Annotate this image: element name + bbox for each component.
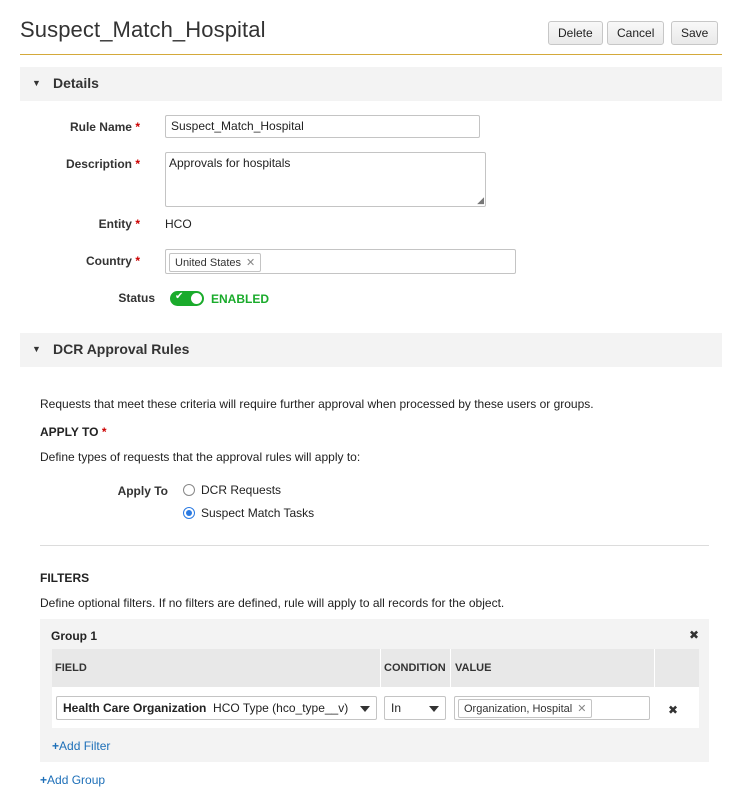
x-icon[interactable]: ✕ bbox=[577, 703, 587, 715]
remove-filter-x-icon[interactable]: ✖ bbox=[668, 703, 679, 717]
toggle-knob bbox=[191, 293, 202, 304]
radio-suspect-match-tasks-label[interactable]: Suspect Match Tasks bbox=[201, 506, 315, 520]
radio-dcr-requests-label[interactable]: DCR Requests bbox=[201, 483, 282, 497]
filter-table-header bbox=[52, 649, 699, 687]
x-icon[interactable]: ✕ bbox=[246, 257, 256, 269]
field-name: HCO Type (hco_type__v) bbox=[213, 701, 349, 715]
filters-description: Define optional filters. If no filters are defined, rule will apply to all records for the object. bbox=[40, 596, 505, 610]
apply-to-description: Define types of requests that the approval rules will apply to: bbox=[40, 450, 361, 464]
apply-to-label: Apply To bbox=[117, 484, 168, 498]
column-header-value: VALUE bbox=[455, 662, 492, 674]
field-object: Health Care Organization bbox=[63, 701, 207, 715]
entity-value: HCO bbox=[165, 217, 192, 231]
description-textarea[interactable] bbox=[165, 152, 486, 207]
condition-value: In bbox=[391, 701, 402, 715]
field-select[interactable] bbox=[56, 696, 377, 720]
radio-suspect-match-tasks[interactable] bbox=[183, 507, 195, 519]
radio-dcr-requests[interactable] bbox=[183, 484, 195, 496]
status-toggle[interactable] bbox=[170, 291, 204, 306]
remove-group-x-icon[interactable]: ✖ bbox=[689, 628, 700, 642]
column-header-field: FIELD bbox=[55, 662, 87, 674]
caret-down-icon: ▼ bbox=[32, 344, 41, 354]
value-multiselect[interactable] bbox=[454, 696, 650, 720]
title-divider bbox=[20, 54, 722, 55]
status-value: ENABLED bbox=[211, 292, 270, 306]
save-button[interactable]: Save bbox=[671, 21, 718, 45]
group-title: Group 1 bbox=[51, 629, 98, 643]
add-filter-link[interactable]: +Add Filter bbox=[52, 739, 111, 753]
dcr-section-header[interactable] bbox=[20, 333, 722, 367]
plus-icon: + bbox=[52, 739, 60, 753]
status-label: Status bbox=[118, 291, 155, 305]
check-icon: ✔ bbox=[175, 291, 184, 302]
dcr-section-title: DCR Approval Rules bbox=[53, 341, 190, 357]
cancel-button[interactable]: Cancel bbox=[607, 21, 664, 45]
dcr-intro-text: Requests that meet these criteria will require further approval when processed by these users or groups. bbox=[40, 397, 594, 411]
value-chip bbox=[458, 699, 592, 718]
details-section-header[interactable] bbox=[20, 67, 722, 101]
country-chip-label: United States bbox=[175, 257, 242, 269]
value-chip-label: Organization, Hospital bbox=[464, 703, 573, 715]
rule-name-input[interactable]: Suspect_Match_Hospital bbox=[165, 115, 480, 138]
description-value: Approvals for hospitals bbox=[169, 156, 291, 170]
description-label: Description * bbox=[65, 157, 140, 171]
add-group-link[interactable]: +Add Group bbox=[40, 773, 106, 787]
column-separator bbox=[380, 649, 381, 687]
column-separator bbox=[654, 649, 655, 687]
delete-button[interactable]: Delete bbox=[548, 21, 603, 45]
column-header-condition: CONDITION bbox=[384, 662, 446, 674]
country-multiselect[interactable] bbox=[165, 249, 516, 274]
resize-handle-icon[interactable]: ◢ bbox=[477, 195, 484, 205]
column-separator bbox=[450, 649, 451, 687]
country-chip bbox=[169, 253, 261, 272]
caret-down-icon: ▼ bbox=[32, 78, 41, 88]
plus-icon: + bbox=[40, 773, 48, 787]
details-section-title: Details bbox=[53, 75, 99, 91]
chevron-down-icon bbox=[429, 706, 439, 712]
country-label: Country * bbox=[85, 254, 140, 268]
filters-heading: FILTERS bbox=[40, 571, 90, 585]
condition-select[interactable] bbox=[384, 696, 446, 720]
apply-to-heading: APPLY TO * bbox=[40, 425, 107, 439]
page-title: Suspect_Match_Hospital bbox=[20, 17, 266, 42]
rule-name-label: Rule Name * bbox=[69, 120, 140, 134]
section-divider bbox=[40, 545, 709, 546]
entity-label: Entity * bbox=[98, 217, 140, 231]
chevron-down-icon bbox=[360, 706, 370, 712]
